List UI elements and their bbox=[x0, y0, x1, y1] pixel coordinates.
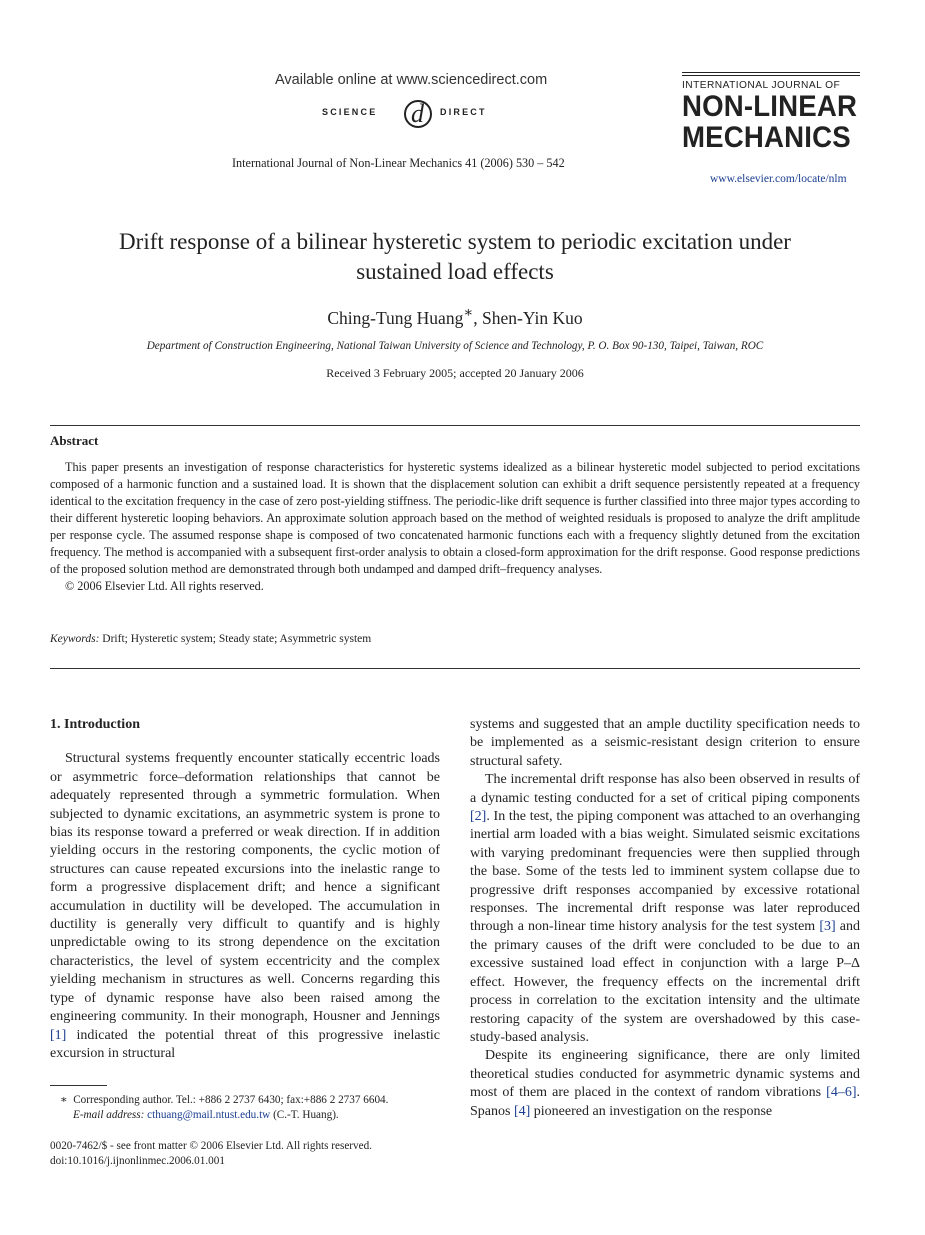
logo-science-text: SCIENCE bbox=[322, 107, 378, 117]
footnote-corresponding: ∗ Corresponding author. Tel.: +886 2 2737 6430; fax:+886 2 2737 6604. bbox=[60, 1094, 389, 1106]
journal-big-title-1: NON-LINEAR bbox=[682, 90, 858, 123]
email-link[interactable]: cthuang@mail.ntust.edu.tw bbox=[147, 1109, 271, 1121]
doi-line: doi:10.1016/j.ijnonlinmec.2006.01.001 bbox=[50, 1155, 225, 1167]
issn-line: 0020-7462/$ - see front matter © 2006 Elsevier Ltd. All rights reserved. bbox=[50, 1140, 372, 1152]
keywords bbox=[50, 633, 860, 645]
footnote-rule bbox=[50, 1085, 107, 1086]
divider-top bbox=[50, 425, 860, 426]
footnote bbox=[50, 1093, 450, 1123]
intro-paragraph-1: Structural systems frequently encounter statically eccentric loads or asymmetric force–deformation relationships that cannot be adequately represented through a symmetric formulation. When subjected to dynamic excitations, an asymmetric system is prone to bias its response toward a preferred or weak direction. If in addition yielding occurs in the restoring components, the cyclic motion of structures can cause repeated excursions into the inelastic range to form a progressive displacement drift; and hence a significant accumulation in ductility will be developed. The accumulation in ductility is generally very difficult to quantify and is highly unpredictable owing to its strong dependence on the excitation characteristics, the level of system eccentricity and the complex yielding mechanism in structures as well. Concerns regarding this type of dynamic response have also been raised among the engineering community. In their monograph, Housner and Jennings [1] indicated the potential threat of this progressive inelastic excursion in structural bbox=[50, 751, 440, 1061]
journal-small-title: INTERNATIONAL JOURNAL OF bbox=[682, 80, 841, 91]
logo-mark-text: d bbox=[411, 99, 424, 128]
abstract-heading: Abstract bbox=[50, 433, 99, 448]
issn-doi bbox=[50, 1139, 372, 1169]
keywords-label: Keywords: bbox=[50, 633, 100, 645]
received-dates: Received 3 February 2005; accepted 20 January 2006 bbox=[326, 366, 584, 380]
sciencedirect-d-icon bbox=[398, 95, 438, 131]
journal-url-link[interactable]: www.elsevier.com/locate/nlm bbox=[710, 173, 847, 185]
authors bbox=[50, 304, 860, 329]
column-right bbox=[470, 716, 860, 1121]
column-left bbox=[50, 716, 440, 1063]
footnote-email: E-mail address: cthuang@mail.ntust.edu.tw (C.-T. Huang). bbox=[73, 1109, 339, 1121]
affiliation: Department of Construction Engineering, National Taiwan University of Science and Technology, P. O. Box 90-130, Taipei, Taiwan, ROC bbox=[146, 340, 764, 352]
citation-link-4[interactable]: [4] bbox=[513, 1103, 531, 1119]
intro-paragraph-3: Despite its engineering significance, there are only limited theoretical studies conducted for asymmetric dynamic systems and most of them are placed in the context of random vibrations [4–6]. Spanos [4] pioneered an investigation on the response bbox=[470, 1048, 860, 1119]
intro-paragraph-1-continued: systems and suggested that an ample ductility specification needs to be implemented as a seismic-resistant design criterion to ensure structural safety. bbox=[470, 717, 860, 769]
journal-big-title-2: MECHANICS bbox=[682, 121, 851, 154]
citation-link-2[interactable]: [2] bbox=[470, 809, 487, 825]
available-online-text: Available online at www.sciencedirect.com bbox=[275, 72, 548, 88]
journal-citation: International Journal of Non-Linear Mechanics 41 (2006) 530 – 542 bbox=[232, 156, 565, 170]
abstract-body bbox=[50, 459, 860, 595]
brand-rule-top-2 bbox=[682, 75, 860, 76]
abstract-text: This paper presents an investigation of response characteristics for hysteretic systems idealized as a bilinear hysteretic model subjected to period excitations composed of a harmonic function and a sustained load. It is shown that the displacement solution can exhibit a drift sequence persistently repeated at a frequency identical to the excitation frequency in the case of zero post-yielding stiffness. The periodic-like drift sequence is further classified into three major types according to their different hysteretic looping behaviors. An approximate solution approach based on the method of weighted residuals is proposed to analyze the drift amplitude per response cycle. The assumed response shape is composed of two concatenated harmonic functions each with a frequency slightly detuned from the excitation frequency. The method is accompanied with a subsequent first-order analysis to obtain a closed-form approximation for the drift response. Good response predictions of the proposed solution method are demonstrated through both undamped and damped drift–frequency analyses. bbox=[50, 460, 860, 576]
author-1-mark[interactable]: ∗ bbox=[463, 305, 474, 321]
title-line-2: sustained load effects bbox=[356, 259, 554, 284]
journal-brand bbox=[682, 72, 860, 153]
title-line-1: Drift response of a bilinear hysteretic system to periodic excitation under bbox=[119, 229, 791, 254]
keywords-text: Drift; Hysteretic system; Steady state; Asymmetric system bbox=[102, 633, 372, 645]
brand-rule-top bbox=[682, 72, 860, 73]
divider-bottom bbox=[50, 668, 860, 669]
citation-link-4-6[interactable]: [4–6] bbox=[826, 1085, 857, 1101]
author-separator: , bbox=[473, 307, 482, 328]
author-1: Ching-Tung Huang bbox=[327, 307, 464, 328]
article-title bbox=[50, 227, 860, 287]
citation-link-3[interactable]: [3] bbox=[819, 919, 836, 935]
intro-paragraph-2: The incremental drift response has also been observed in results of a dynamic testing conducted for a set of critical piping components [2]. In the test, the piping component was attached to an overhanging inertial arm loaded with a bias weight. Simulated seismic excitations with varying predominant frequencies were then supplied through the base. Some of the tests led to imminent system collapse due to progressive drift responses accompanied by excessive rotational responses. The incremental drift response was later reproduced through a non-linear time history analysis for the test system [3] and the primary causes of the drift were concluded to be due to an excessive sustained load effect in conjunction with a large P–Δ effect. However, the frequency effects on the incremental drift process in correlation to the excitation intensity and the ultimate restoring capacity of the system are overshadowed by this case-study-based analysis. bbox=[470, 772, 860, 1045]
citation-link-1[interactable]: [1] bbox=[50, 1027, 67, 1043]
logo-direct-text: DIRECT bbox=[440, 107, 487, 117]
abstract-copyright: © 2006 Elsevier Ltd. All rights reserved. bbox=[65, 579, 264, 593]
sciencedirect-logo bbox=[322, 95, 494, 131]
section-heading-introduction: 1. Introduction bbox=[50, 717, 140, 732]
author-2: Shen-Yin Kuo bbox=[482, 307, 583, 328]
